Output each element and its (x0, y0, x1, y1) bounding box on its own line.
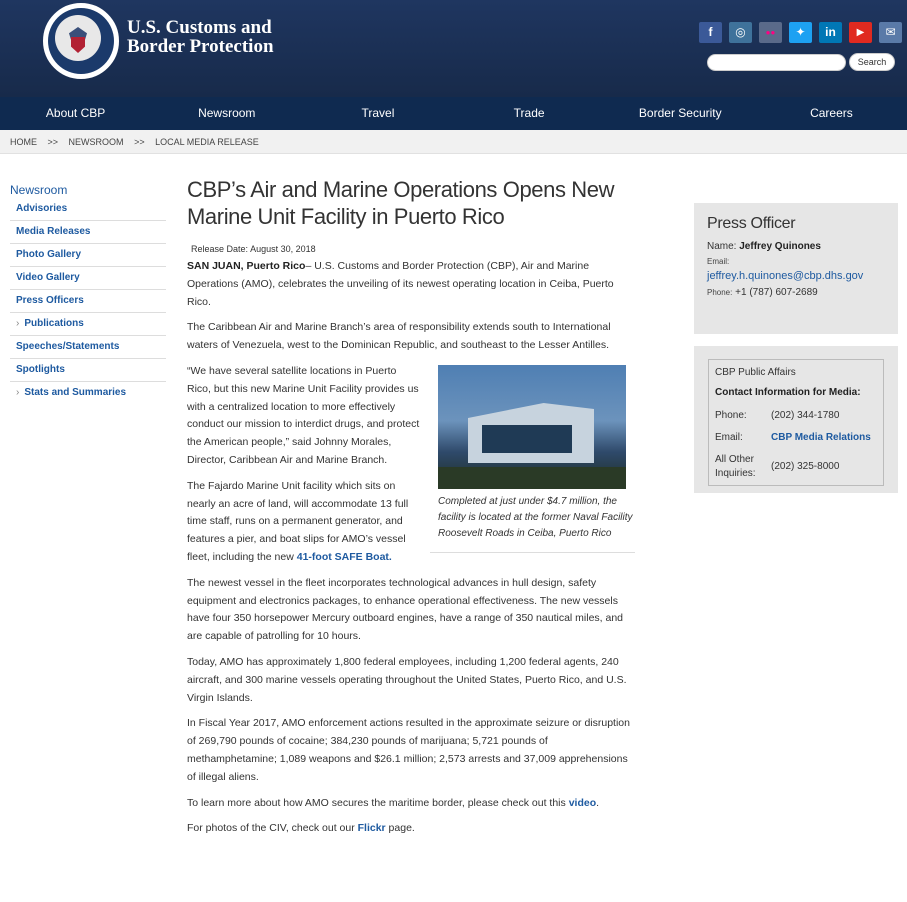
breadcrumb (0, 130, 907, 154)
name-label: Name: (707, 241, 737, 252)
affairs-other-value: (202) 325-8000 (771, 461, 840, 472)
sidebar-item-speeches[interactable]: Speeches/Statements (10, 336, 166, 359)
sidebar-item-press-officers[interactable]: Press Officers (10, 290, 166, 313)
breadcrumb-home[interactable]: HOME (10, 137, 37, 147)
article-paragraph (187, 795, 635, 813)
email-label: Email: (707, 257, 730, 266)
article-figure (430, 365, 635, 553)
photo-caption: Completed at just under $4.7 million, the facility is located at the former Naval Facility Roosevelt Roads in Ceiba, Puerto Rico (438, 495, 633, 539)
site-title-line2: Border Protection (127, 36, 274, 57)
site-title-line1: U.S. Customs and (127, 17, 272, 38)
paragraph-text: For photos of the CIV, check out our (187, 822, 358, 835)
media-relations-link[interactable]: CBP Media Relations (771, 432, 871, 443)
site-title[interactable] (127, 18, 274, 56)
shield-icon (71, 37, 85, 53)
release-date-label: Release Date: (191, 244, 249, 254)
article-paragraph: “We have several satellite locations in Puerto Rico, but this new Marine Unit Facility provides us with a centralized location to more effectively conduct our mission to interdict drugs, and protect the American people,” said Johnny Morales, Director, Caribbean Air and Marine Branch. (187, 364, 420, 466)
seal-inner (55, 15, 101, 61)
safe-boat-link[interactable]: 41-foot SAFE Boat. (296, 550, 392, 563)
breadcrumb-separator: >> (47, 137, 59, 147)
twitter-icon[interactable]: ✦ (789, 22, 812, 43)
public-affairs-panel (694, 346, 898, 493)
sidebar-item-publications[interactable]: › Publications (10, 313, 166, 336)
linkedin-icon[interactable]: in (819, 22, 842, 43)
article-paragraph: The newest vessel in the fleet incorporates technological advances in hull design, safety equipment and electronics packages, to enhance operational effectiveness. The new vessels have four 350 horsepower Mercury outboard engines, have a range of 350 nautical miles, and are capable of patrolling for 10 hours. (187, 576, 624, 643)
sidebar-item-spotlights[interactable]: Spotlights (10, 359, 166, 382)
breadcrumb-current: LOCAL MEDIA RELEASE (155, 137, 259, 147)
public-affairs-subtitle: Contact Information for Media: (715, 387, 861, 398)
instagram-icon[interactable]: ◎ (729, 22, 752, 43)
search-input[interactable] (707, 54, 846, 71)
breadcrumb-separator: >> (134, 137, 145, 147)
nav-newsroom[interactable]: Newsroom (198, 106, 256, 120)
sidebar-item-photo-gallery[interactable]: Photo Gallery (10, 244, 166, 267)
article-paragraph (187, 258, 635, 311)
flickr-icon[interactable]: ●● (759, 22, 782, 43)
phone-label: Phone: (707, 288, 733, 297)
name-value: Jeffrey Quinones (739, 241, 821, 252)
search-button[interactable]: Search (849, 53, 895, 71)
email-icon[interactable]: ✉ (879, 22, 902, 43)
article-paragraph (187, 820, 635, 838)
video-link[interactable]: video (568, 796, 597, 809)
press-officer-email[interactable]: jeffrey.h.quinones@cbp.dhs.gov (707, 270, 864, 282)
affairs-email-row (715, 427, 877, 449)
press-officer-title: Press Officer (707, 215, 796, 232)
press-officer-phone (707, 284, 885, 301)
phone-value: +1 (787) 607-2689 (735, 287, 818, 298)
sidebar-item-stats[interactable]: › Stats and Summaries (10, 382, 166, 404)
paragraph-text: page. (385, 822, 415, 835)
nav-careers[interactable]: Careers (810, 106, 853, 120)
affairs-email-label: Email: (715, 432, 743, 443)
lawn-shape (438, 467, 626, 489)
social-links (699, 22, 902, 43)
affairs-other-label: All Other Inquiries: (715, 454, 756, 479)
public-affairs-title: CBP Public Affairs (715, 367, 796, 378)
nav-trade[interactable]: Trade (513, 106, 545, 120)
site-header (0, 0, 907, 97)
release-date-value: August 30, 2018 (250, 244, 316, 254)
building-windows (482, 425, 572, 453)
paragraph-text: . (596, 796, 600, 809)
facebook-icon[interactable]: f (699, 22, 722, 43)
article (187, 176, 635, 846)
nav-travel[interactable]: Travel (361, 106, 395, 120)
dateline: SAN JUAN, Puerto Rico (187, 260, 306, 272)
article-paragraph: The Caribbean Air and Marine Branch’s area of responsibility extends south to International waters of Venezuela, west to the Dominican Republic, and southeast to the Lesser Antilles. (187, 321, 611, 352)
breadcrumb-newsroom[interactable]: NEWSROOM (68, 137, 124, 147)
paragraph-text: – U.S. Customs and Border Protection (CBP), Air and Marine Operations (AMO), celebrates the unveiling of its newest operating location in Ceiba, Puerto Rico. (187, 260, 614, 308)
paragraph-text: The Fajardo Marine Unit facility which sits on nearly an acre of land, will accommodate 13 full time staff, runs on a permanent generator, and features a pier, and boat slips for AMO’s vessel fleet, including the new (187, 479, 409, 563)
release-date (187, 242, 635, 256)
sidebar-item-media-releases[interactable]: Media Releases (10, 221, 166, 244)
press-officer-panel (694, 203, 898, 334)
sidebar-title[interactable]: Newsroom (10, 183, 68, 197)
affairs-other-row (715, 453, 877, 481)
youtube-icon[interactable]: ▶ (849, 22, 872, 43)
sidebar (10, 183, 166, 404)
nav-border-security[interactable]: Border Security (638, 106, 722, 120)
nav-about-cbp[interactable]: About CBP (45, 106, 106, 120)
press-officer-name (707, 238, 885, 255)
flickr-link[interactable]: Flickr (357, 822, 386, 835)
public-affairs-box (708, 359, 884, 486)
dhs-seal-logo[interactable] (43, 3, 119, 79)
affairs-phone-value: (202) 344-1780 (771, 410, 840, 421)
sidebar-item-advisories[interactable]: Advisories (10, 198, 166, 221)
article-paragraph: Today, AMO has approximately 1,800 federal employees, including 1,200 federal agents, 240 aircraft, and 300 marine vessels operating throughout the United States, Puerto Rico, and U.S. Virgin Islands. (187, 655, 627, 704)
main-nav (0, 97, 907, 130)
sidebar-item-video-gallery[interactable]: Video Gallery (10, 267, 166, 290)
article-paragraph: In Fiscal Year 2017, AMO enforcement actions resulted in the approximate seizure or disruption of 269,790 pounds of cocaine; 384,230 pounds of marijuana; 5,721 pounds of methamphetamine; 1,089 weapons and $26.1 million; 2,573 arrests and 37,009 apprehensions of illegal aliens. (187, 717, 630, 783)
facility-photo (438, 365, 626, 489)
paragraph-text: To learn more about how AMO secures the maritime border, please check out this (187, 796, 569, 809)
affairs-phone-label: Phone: (715, 410, 747, 421)
article-title: CBP’s Air and Marine Operations Opens New Marine Unit Facility in Puerto Rico (187, 177, 615, 229)
affairs-phone-row (715, 405, 877, 427)
